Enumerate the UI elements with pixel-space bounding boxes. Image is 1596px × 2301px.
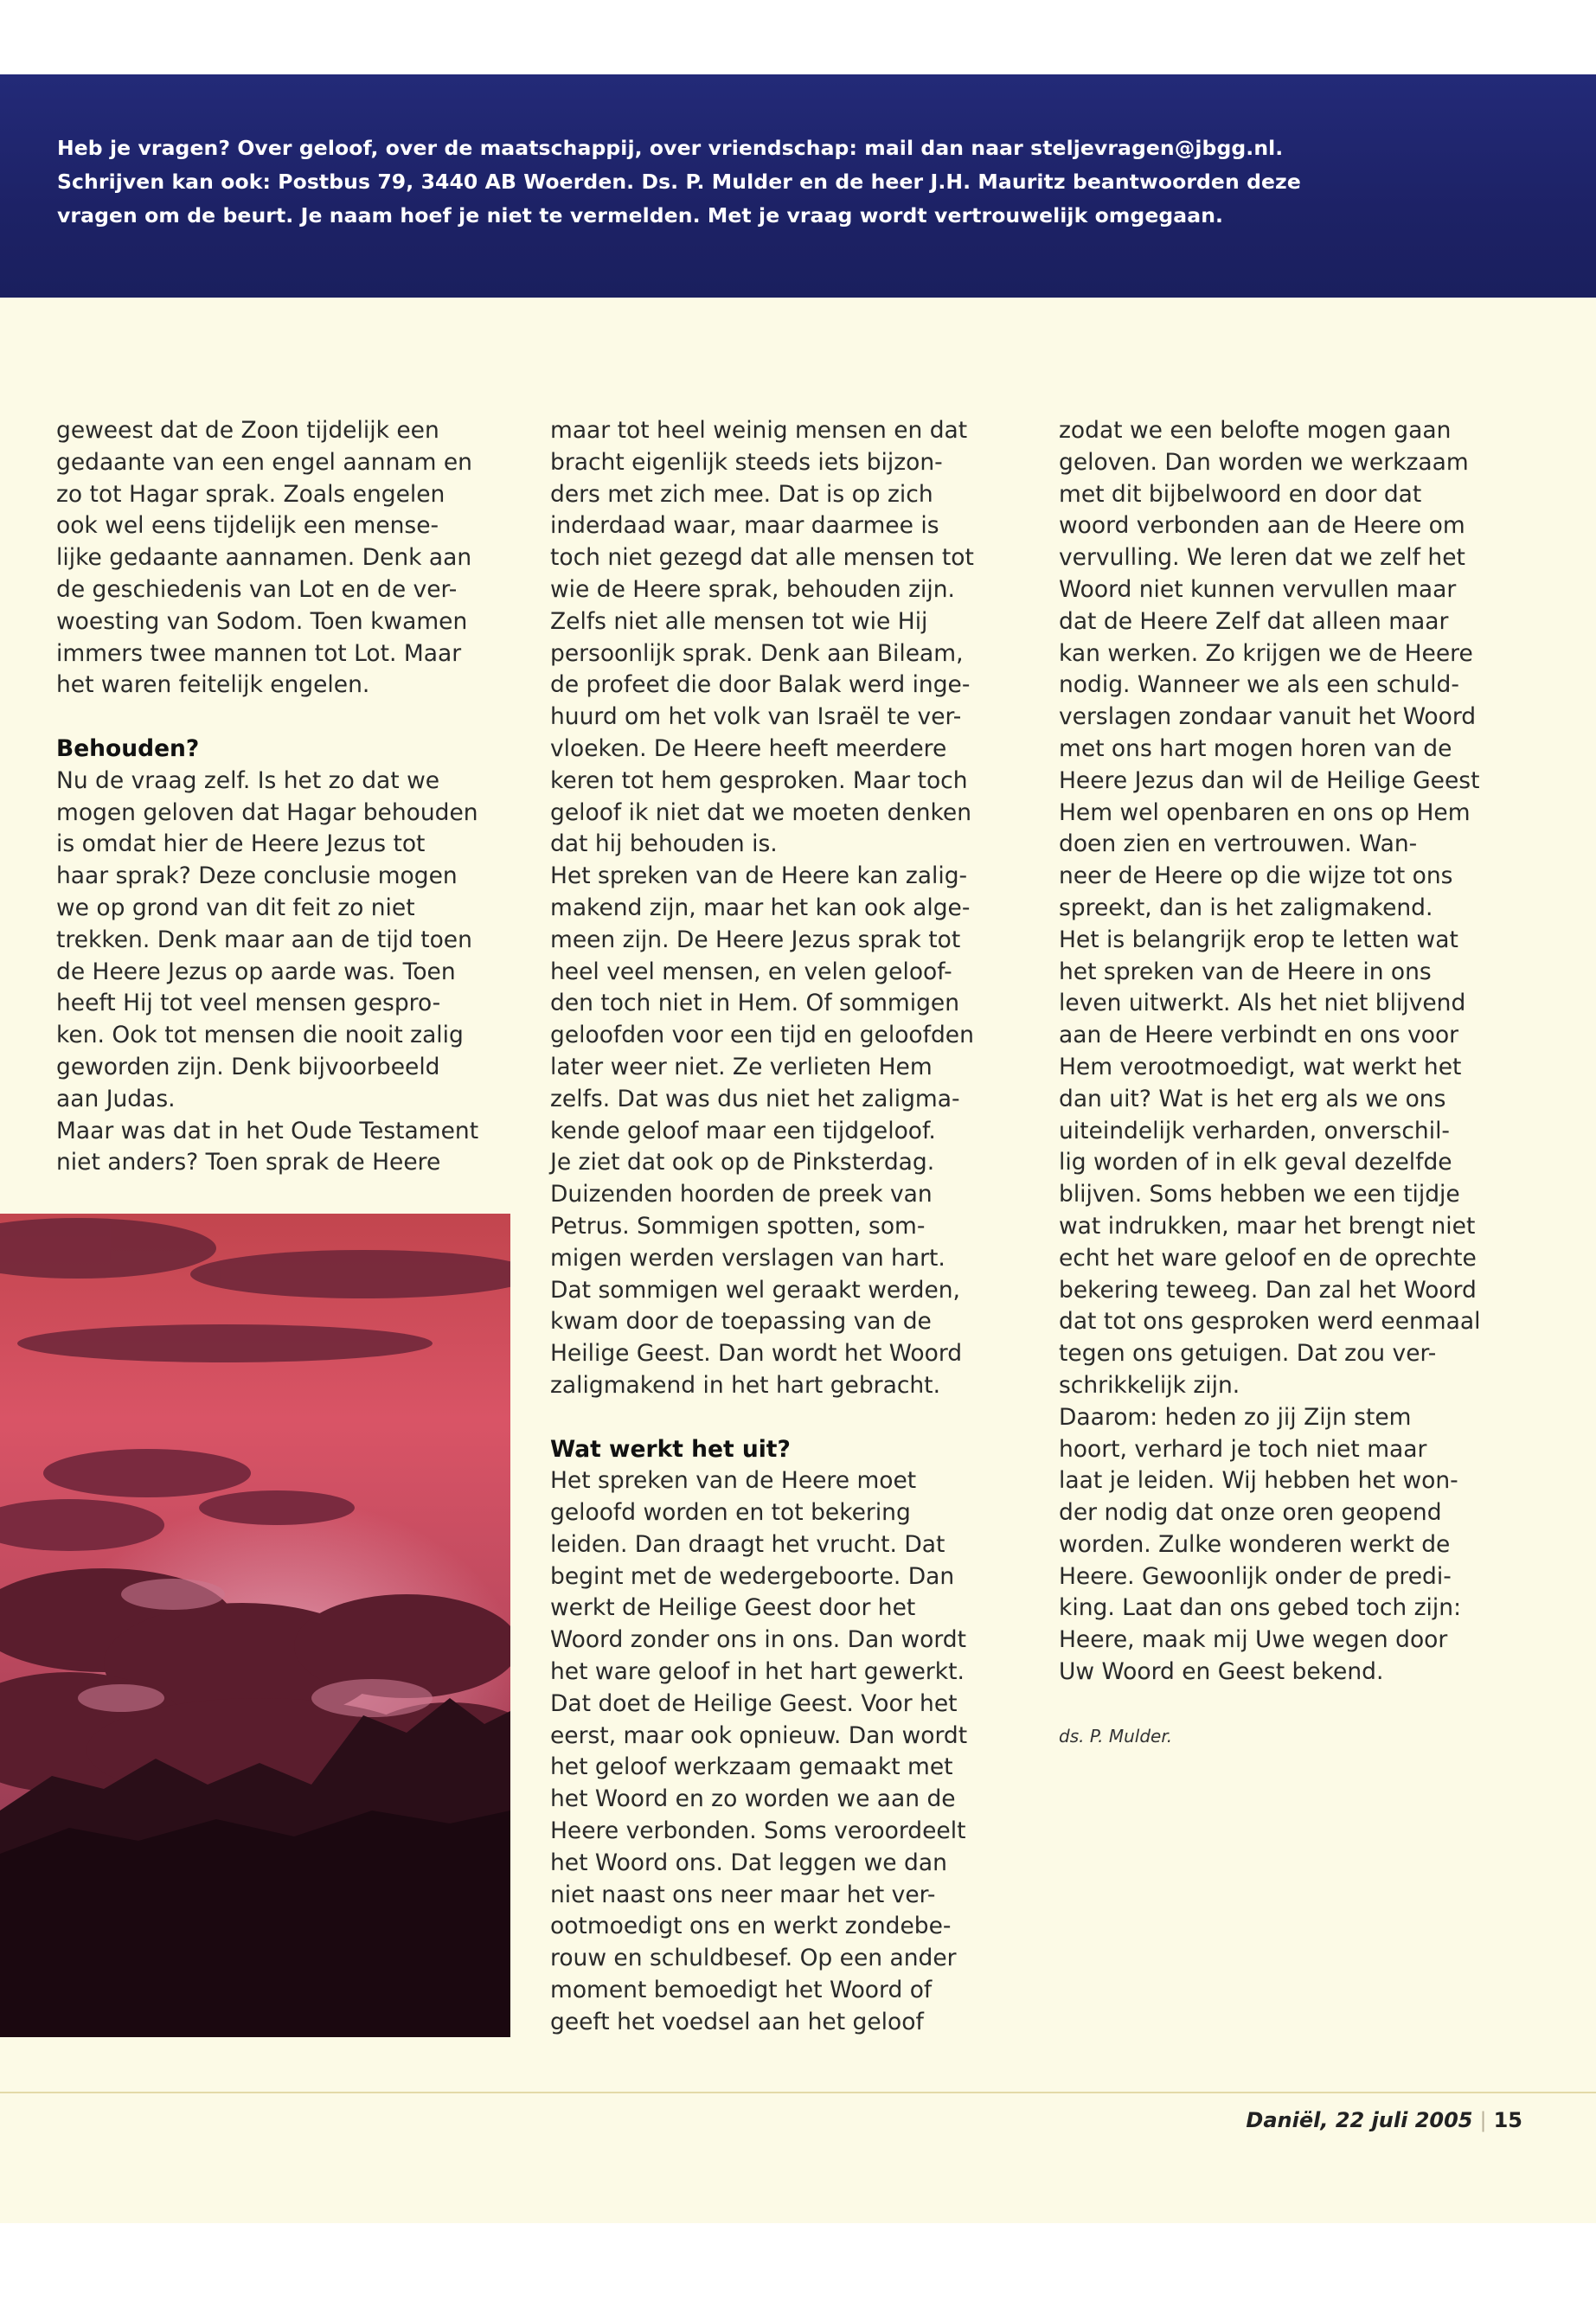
- info-banner: [0, 74, 1596, 298]
- page-footer: [1125, 2108, 1522, 2132]
- text-column-1: [56, 415, 523, 1179]
- paragraph: Nu de vraag zelf. Is het zo dat we mogen geloven dat Hagar behouden is omdat hier de Heere Jezus tot haar sprak? Deze conclusie mogen we op grond van dit feit zo niet trekken. Denk maar aan de tijd toen de Heere Jezus op aarde was. Toen heeft Hij tot veel mensen gespro- ken. Ook tot mensen die nooit zalig geworden zijn. Denk bijvoorbeeld aan Judas. Maar was dat in het Oude Testament niet anders? Toen sprak de Heere: [56, 766, 479, 1176]
- paragraph: zodat we een belofte mogen gaan geloven. Dan worden we werkzaam met dit bijbelwoord en door dat woord verbonden aan de Heere om vervulling. We leren dat we zelf het Woord niet kunnen vervullen maar dat de Heere Zelf dat alleen maar kan werken. Zo krijgen we de Heere nodig. Wanneer we als een schuld- verslagen zondaar vanuit het Woord met ons hart mogen horen van de Heere Jezus dan wil de Heilige Geest Hem wel openbaren en ons op Hem doen zien en vertrouwen. Wan- neer de Heere op die wijze tot ons spreekt, dan is het zaligmakend. Het is belangrijk erop te letten wat het spreken van de Heere in ons leven uitwerkt. Als het niet blijvend aan de Heere verbindt en ons voor Hem verootmoedigt, wat werkt het dan uit? Wat is het erg als we ons uiteindelijk verharden, onverschil- lig worden of in elk geval dezelfde blijven. Soms hebben we een tijdje wat indrukken, maar het brengt niet echt het ware geloof en de oprechte bekering teweeg. Dan zal het Woord dat tot ons gesproken werd eenmaal tegen ons getuigen. Dat zou ver- schrikkelijk zijn. Daarom: heden zo jij Zijn stem hoort, verhard je toch niet maar laat je leiden. Wij hebben het won- der nodig dat onze oren geopend worden. Zulke wonderen werkt de Heere. Gewoonlijk onder de predi- king. Laat dan ons gebed toch zijn: Heere, maak mij Uwe wegen door Uw Woord en Geest bekend.: [1059, 417, 1481, 1686]
- sunset-clouds-mountains-photo: [0, 1214, 510, 2037]
- publication-date: Daniël, 22 juli 2005: [1246, 2108, 1473, 2132]
- banner-line-2: Schrijven kan ook: Postbus 79, 3440 AB Woerden. Ds. P. Mulder en de heer J.H. Mauritz beantwoorden deze: [57, 170, 1301, 194]
- top-margin: [0, 0, 1596, 74]
- footer-separator: |: [1479, 2108, 1487, 2132]
- page-number: 15: [1493, 2108, 1522, 2132]
- text-column-2: [550, 415, 1026, 2039]
- bottom-margin: [0, 2223, 1596, 2301]
- paragraph: maar tot heel weinig mensen en dat bracht eigenlijk steeds iets bijzon- ders met zich mee. Dat is op zich inderdaad waar, maar daarmee is toch niet gezegd dat alle mensen tot wie de Heere sprak, behouden zijn. Zelfs niet alle mensen tot wie Hij persoonlijk sprak. Denk aan Bileam, de profeet die door Balak werd inge- huurd om het volk van Israël te ver- vloeken. De Heere heeft meerdere keren tot hem gesproken. Maar toch geloof ik niet dat we moeten denken dat hij behouden is. Het spreken van de Heere kan zalig- makend zijn, maar het kan ook alge- meen zijn. De Heere Jezus sprak tot heel veel mensen, en velen geloof- den toch niet in Hem. Of sommigen geloofden voor een tijd en geloofden later weer niet. Ze verlieten Hem zelfs. Dat was dus niet het zaligma- kende geloof maar een tijdgeloof. Je ziet dat ook op de Pinksterdag. Duizenden hoorden de preek van Petrus. Sommigen spotten, som- migen werden verslagen van hart. Dat sommigen wel geraakt werden, kwam door de toepassing van de Heilige Geest. Dan wordt het Woord zaligmakend in het hart gebracht.: [550, 417, 974, 1399]
- sunset-photo-graphic: [0, 1214, 510, 2037]
- section-heading-behouden: Behouden?: [56, 734, 200, 762]
- banner-line-1: Heb je vragen? Over geloof, over de maatschappij, over vriendschap: mail dan naar steljevragen@jbgg.nl.: [57, 136, 1284, 160]
- paragraph: geweest dat de Zoon tijdelijk een gedaante van een engel aannam en zo tot Hagar sprak. Zoals engelen ook wel eens tijdelijk een mense- lijke gedaante aannamen. Denk aan de geschiedenis van Lot en de ver- woesting van Sodom. Toen kwamen immers twee mannen tot Lot. Maar het waren feitelijk engelen.: [56, 417, 472, 699]
- author-byline: ds. P. Mulder.: [1059, 1725, 1173, 1747]
- paragraph: Het spreken van de Heere moet geloofd worden en tot bekering leiden. Dan draagt het vrucht. Dat begint met de wedergeboorte. Dan werkt de Heilige Geest door het Woord zonder ons in ons. Dan wordt het ware geloof in het hart gewerkt. Dat doet de Heilige Geest. Voor het eerst, maar ook opnieuw. Dan wordt het geloof werkzaam gemaakt met het Woord en zo worden we aan de Heere verbonden. Soms veroordeelt het Woord ons. Dat leggen we dan niet naast ons neer maar het ver- ootmoedigt ons en werkt zondebe- rouw en schuldbesef. Op een ander moment bemoedigt het Woord of geeft het voedsel aan het geloof: [550, 1467, 968, 2035]
- section-heading-wat-werkt-het-uit: Wat werkt het uit?: [550, 1435, 791, 1463]
- footer-divider: [0, 2092, 1596, 2093]
- banner-line-3: vragen om de beurt. Je naam hoef je niet te vermelden. Met je vraag wordt vertrouwelijk omgegaan.: [57, 203, 1224, 228]
- text-column-3: [1059, 415, 1543, 1752]
